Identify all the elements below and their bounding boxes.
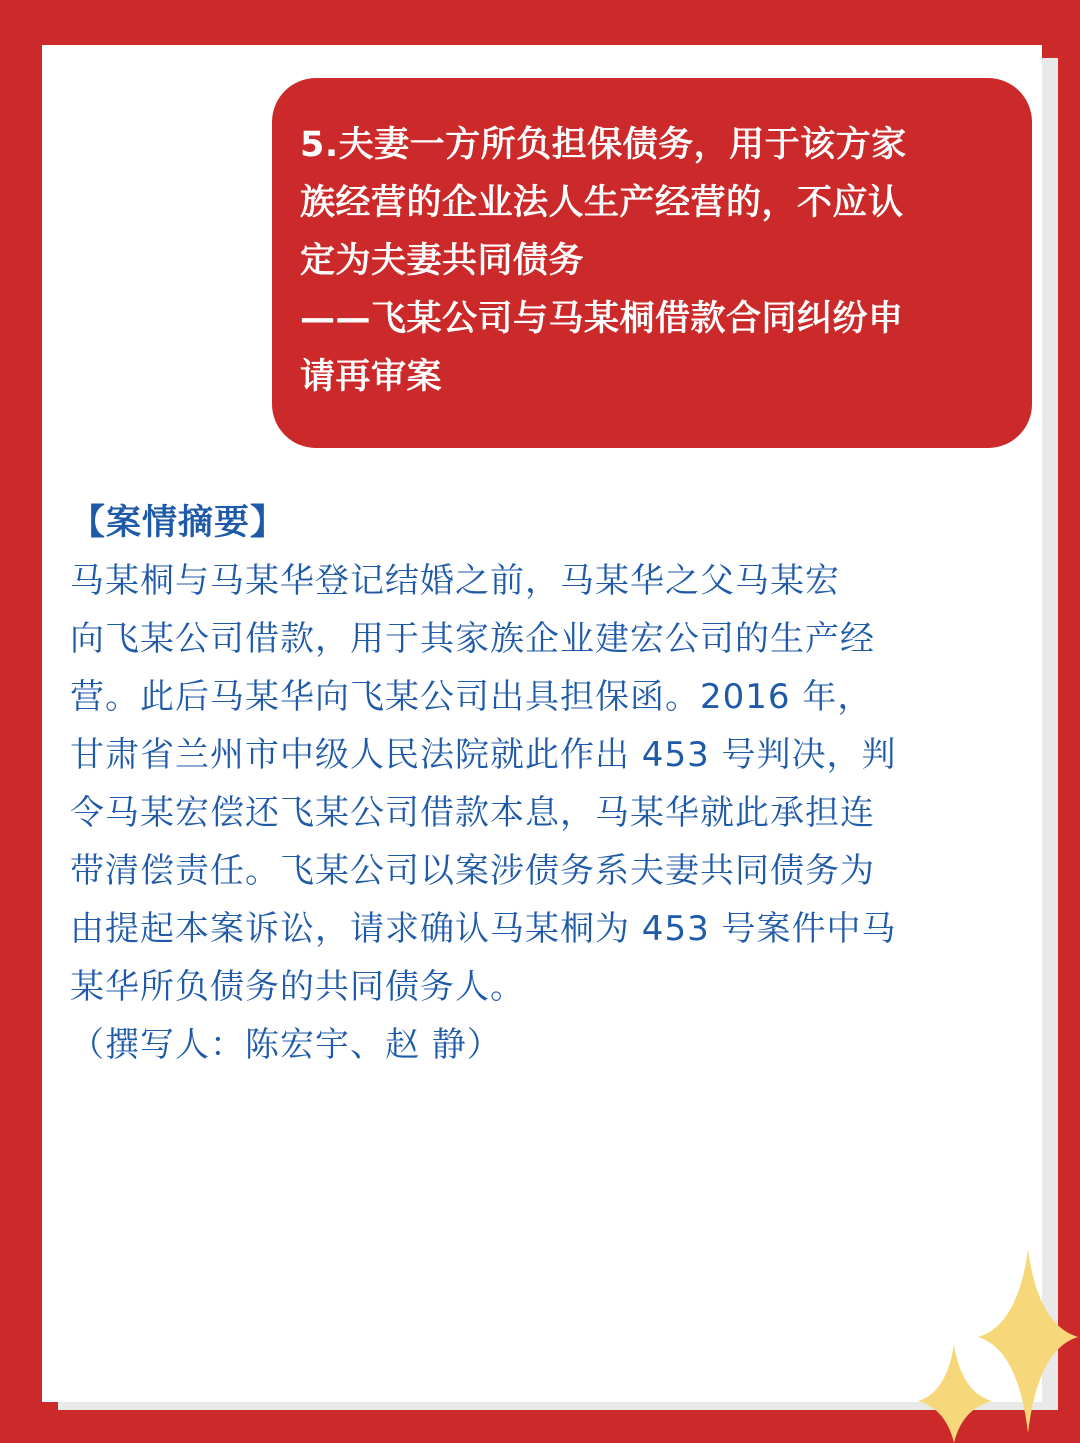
author-credit: （撰写人：陈宏宇、赵 静） <box>70 1025 502 1065</box>
title-line: 请再审案 <box>300 357 443 397</box>
summary-line: 向飞某公司借款，用于其家族企业建宏公司的生产经 <box>70 619 875 659</box>
summary-line: 某华所负债务的共同债务人。 <box>70 967 525 1007</box>
title-line: 5.夫妻一方所负担保债务，用于该方家 <box>300 125 907 165</box>
sparkle-icon <box>918 1345 992 1443</box>
title-line: 族经营的企业法人生产经营的，不应认 <box>300 183 904 223</box>
sparkle-icon <box>978 1249 1078 1433</box>
summary-line: 马某桐与马某华登记结婚之前，马某华之父马某宏 <box>70 561 840 601</box>
summary-line: 营。此后马某华向飞某公司出具担保函。2016 年， <box>70 677 873 717</box>
summary-line: 令马某宏偿还飞某公司借款本息，马某华就此承担连 <box>70 793 875 833</box>
summary-line: 由提起本案诉讼，请求确认马某桐为 453 号案件中马 <box>70 909 897 949</box>
title-line: 定为夫妻共同债务 <box>300 241 585 281</box>
title-line: ——飞某公司与马某桐借款合同纠纷申 <box>300 299 904 339</box>
title-banner <box>272 78 1032 448</box>
section-heading: 【案情摘要】 <box>70 503 287 543</box>
summary-line: 带清偿责任。飞某公司以案涉债务系夫妻共同债务为 <box>70 851 875 891</box>
summary-line: 甘肃省兰州市中级人民法院就此作出 453 号判决，判 <box>70 735 897 775</box>
sparkles-decoration <box>900 1245 1080 1443</box>
case-summary <box>70 494 1045 1074</box>
